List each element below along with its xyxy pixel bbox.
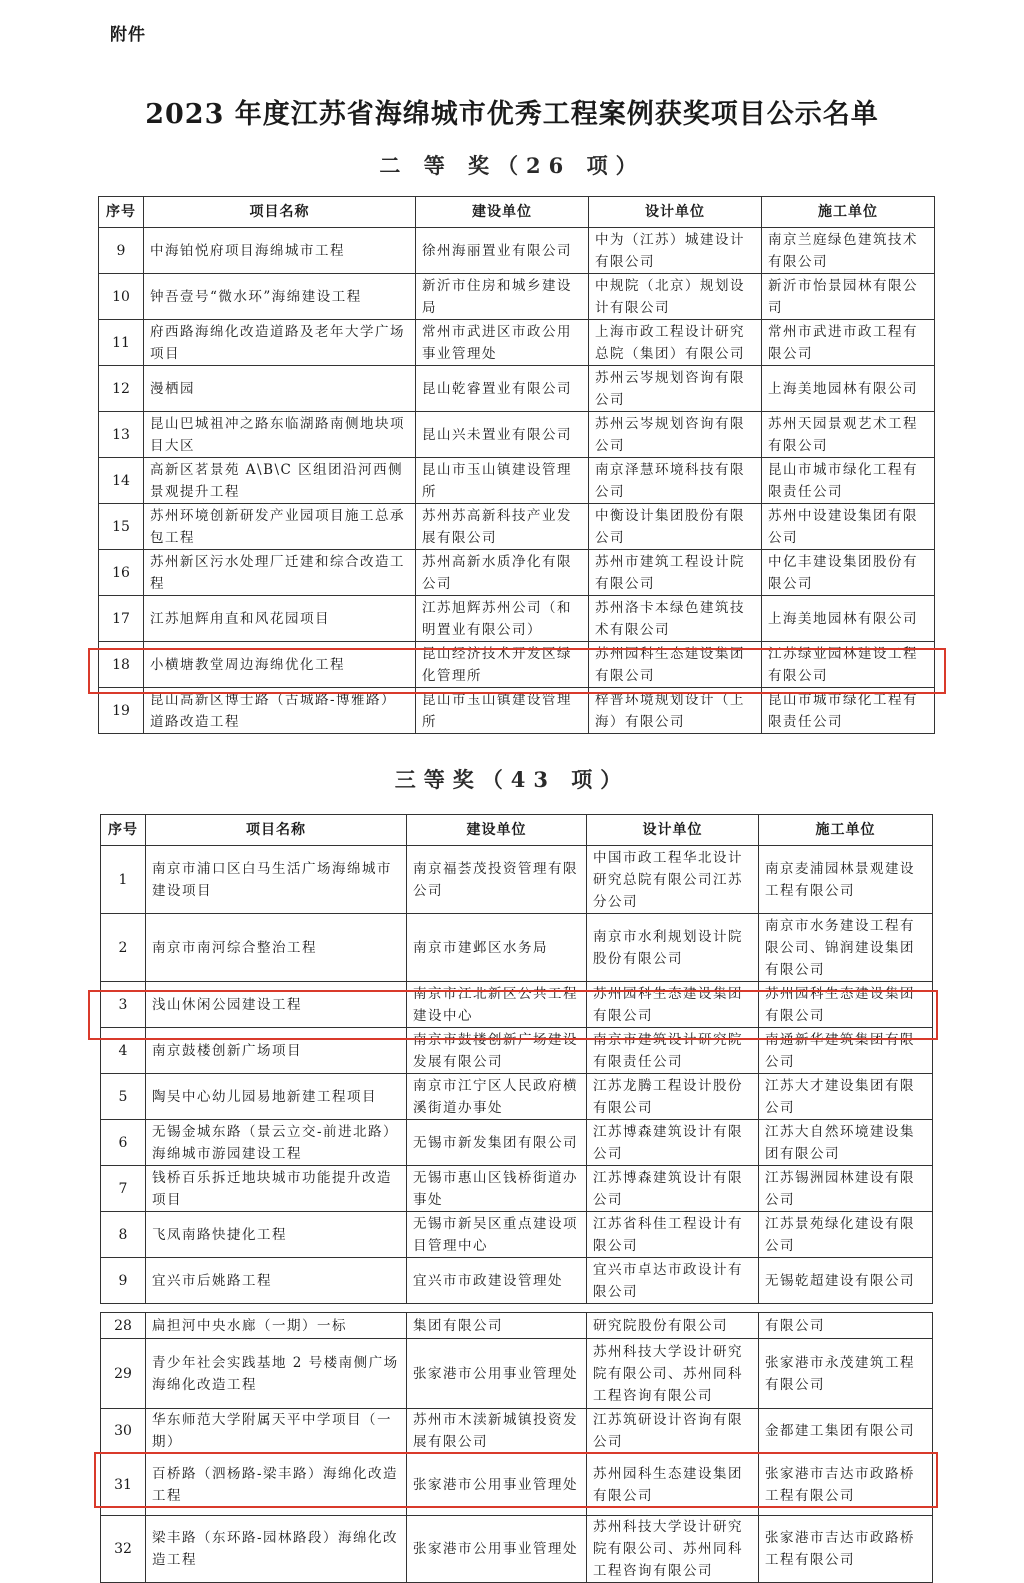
cell-project: 昆山高新区博士路（古城路-博雅路）道路改造工程	[144, 688, 416, 734]
cell-designer: 江苏博森建筑设计有限公司	[587, 1166, 759, 1212]
table-row	[101, 1313, 933, 1339]
table-header-row	[101, 815, 933, 846]
cell-no: 19	[99, 688, 144, 734]
header-designer: 设计单位	[589, 197, 762, 228]
cell-constructor: 无锡乾超建设有限公司	[759, 1258, 933, 1304]
cell-designer: 苏州云岑规划咨询有限公司	[589, 412, 762, 458]
cell-no: 10	[99, 274, 144, 320]
cell-builder: 南京市江北新区公共工程建设中心	[407, 982, 587, 1028]
cell-project: 扁担河中央水廊（一期）一标	[146, 1313, 407, 1339]
cell-builder: 宜兴市市政建设管理处	[407, 1258, 587, 1304]
cell-builder: 常州市武进区市政公用事业管理处	[416, 320, 589, 366]
continued-table	[100, 1312, 933, 1583]
table-row	[99, 412, 935, 458]
cell-project: 苏州环境创新研发产业园项目施工总承包工程	[144, 504, 416, 550]
cell-designer: 中衡设计集团股份有限公司	[589, 504, 762, 550]
cell-builder: 南京市鼓楼创新广场建设发展有限公司	[407, 1028, 587, 1074]
cell-constructor: 有限公司	[759, 1313, 933, 1339]
header-project: 项目名称	[144, 197, 416, 228]
cell-constructor: 上海美地园林有限公司	[762, 366, 935, 412]
cell-builder: 张家港市公用事业管理处	[407, 1454, 587, 1516]
cell-builder: 南京市江宁区人民政府横溪街道办事处	[407, 1074, 587, 1120]
table-row	[101, 1409, 933, 1454]
cell-builder: 昆山经济技术开发区绿化管理所	[416, 642, 589, 688]
cell-constructor: 南京麦浦园林景观建设工程有限公司	[759, 846, 933, 914]
cell-designer: 上海市政工程设计研究总院（集团）有限公司	[589, 320, 762, 366]
cell-constructor: 苏州中设建设集团有限公司	[762, 504, 935, 550]
cell-no: 18	[99, 642, 144, 688]
table-row	[101, 1454, 933, 1516]
cell-designer: 苏州科技大学设计研究院有限公司、苏州同科工程咨询有限公司	[587, 1516, 759, 1583]
table-row	[101, 982, 933, 1028]
cell-designer: 梓普环境规划设计（上海）有限公司	[589, 688, 762, 734]
cell-designer: 苏州云岑规划咨询有限公司	[589, 366, 762, 412]
cell-builder: 徐州海丽置业有限公司	[416, 228, 589, 274]
cell-no: 6	[101, 1120, 146, 1166]
cell-project: 青少年社会实践基地 2 号楼南侧广场海绵化改造工程	[146, 1339, 407, 1409]
cell-constructor: 张家港市吉达市政路桥工程有限公司	[759, 1516, 933, 1583]
cell-no: 15	[99, 504, 144, 550]
cell-project: 漫栖园	[144, 366, 416, 412]
table-row	[101, 1166, 933, 1212]
cell-project: 苏州新区污水处理厂迁建和综合改造工程	[144, 550, 416, 596]
header-project: 项目名称	[146, 815, 407, 846]
cell-designer: 苏州洛卡本绿色建筑技术有限公司	[589, 596, 762, 642]
cell-constructor: 中亿丰建设集团股份有限公司	[762, 550, 935, 596]
cell-project: 南京市浦口区白马生活广场海绵城市建设项目	[146, 846, 407, 914]
cell-project: 高新区茗景苑 A\B\C 区组团沿河西侧景观提升工程	[144, 458, 416, 504]
table-row	[99, 596, 935, 642]
cell-no: 32	[101, 1516, 146, 1583]
table-row	[99, 458, 935, 504]
cell-project: 小横塘教堂周边海绵优化工程	[144, 642, 416, 688]
cell-no: 30	[101, 1409, 146, 1454]
header-builder: 建设单位	[416, 197, 589, 228]
table-header-row	[99, 197, 935, 228]
header-constructor: 施工单位	[762, 197, 935, 228]
table-row	[99, 642, 935, 688]
cell-builder: 新沂市住房和城乡建设局	[416, 274, 589, 320]
cell-project: 梁丰路（东环路-园林路段）海绵化改造工程	[146, 1516, 407, 1583]
table-row	[101, 1212, 933, 1258]
cell-designer: 江苏筑研设计咨询有限公司	[587, 1409, 759, 1454]
cell-builder: 集团有限公司	[407, 1313, 587, 1339]
header-constructor: 施工单位	[759, 815, 933, 846]
cell-project: 江苏旭辉甪直和风花园项目	[144, 596, 416, 642]
table-row	[101, 1258, 933, 1304]
cell-builder: 无锡市惠山区钱桥街道办事处	[407, 1166, 587, 1212]
cell-constructor: 江苏锡洲园林建设有限公司	[759, 1166, 933, 1212]
cell-designer: 苏州市建筑工程设计院有限公司	[589, 550, 762, 596]
cell-no: 1	[101, 846, 146, 914]
cell-project: 中海铂悦府项目海绵城市工程	[144, 228, 416, 274]
cell-no: 5	[101, 1074, 146, 1120]
cell-designer: 南京泽慧环境科技有限公司	[589, 458, 762, 504]
cell-constructor: 昆山市城市绿化工程有限责任公司	[762, 458, 935, 504]
cell-project: 钟吾壹号“微水环”海绵建设工程	[144, 274, 416, 320]
cell-designer: 宜兴市卓达市政设计有限公司	[587, 1258, 759, 1304]
table-row	[101, 1028, 933, 1074]
table-row	[101, 1120, 933, 1166]
cell-project: 宜兴市后姚路工程	[146, 1258, 407, 1304]
cell-no: 16	[99, 550, 144, 596]
header-builder: 建设单位	[407, 815, 587, 846]
cell-project: 南京鼓楼创新广场项目	[146, 1028, 407, 1074]
cell-constructor: 江苏大自然环境建设集团有限公司	[759, 1120, 933, 1166]
cell-no: 28	[101, 1313, 146, 1339]
second-prize-table	[98, 196, 935, 734]
cell-no: 4	[101, 1028, 146, 1074]
cell-constructor: 江苏大才建设集团有限公司	[759, 1074, 933, 1120]
cell-project: 浅山休闲公园建设工程	[146, 982, 407, 1028]
cell-project: 华东师范大学附属天平中学项目（一期）	[146, 1409, 407, 1454]
cell-designer: 苏州园科生态建设集团有限公司	[587, 1454, 759, 1516]
cell-constructor: 苏州天园景观艺术工程有限公司	[762, 412, 935, 458]
cell-builder: 苏州高新水质净化有限公司	[416, 550, 589, 596]
cell-project: 钱桥百乐拆迁地块城市功能提升改造项目	[146, 1166, 407, 1212]
cell-constructor: 江苏景苑绿化建设有限公司	[759, 1212, 933, 1258]
cell-constructor: 苏州园科生态建设集团有限公司	[759, 982, 933, 1028]
cell-no: 14	[99, 458, 144, 504]
document-title: 2023 年度江苏省海绵城市优秀工程案例获奖项目公示名单	[145, 99, 879, 130]
cell-no: 3	[101, 982, 146, 1028]
cell-builder: 南京福荟茂投资管理有限公司	[407, 846, 587, 914]
cell-builder: 昆山兴未置业有限公司	[416, 412, 589, 458]
cell-project: 昆山巴城祖冲之路东临湖路南侧地块项目大区	[144, 412, 416, 458]
table-row	[99, 366, 935, 412]
table-row	[99, 504, 935, 550]
cell-no: 2	[101, 914, 146, 982]
cell-builder: 昆山市玉山镇建设管理所	[416, 458, 589, 504]
cell-designer: 中规院（北京）规划设计有限公司	[589, 274, 762, 320]
cell-builder: 张家港市公用事业管理处	[407, 1516, 587, 1583]
cell-builder: 张家港市公用事业管理处	[407, 1339, 587, 1409]
cell-constructor: 昆山市城市绿化工程有限责任公司	[762, 688, 935, 734]
cell-no: 29	[101, 1339, 146, 1409]
cell-designer: 江苏龙腾工程设计股份有限公司	[587, 1074, 759, 1120]
cell-designer: 苏州园科生态建设集团有限公司	[589, 642, 762, 688]
table-row	[99, 320, 935, 366]
cell-project: 百桥路（泗杨路-梁丰路）海绵化改造工程	[146, 1454, 407, 1516]
header-no: 序号	[101, 815, 146, 846]
table-row	[99, 274, 935, 320]
third-prize-heading: 三等奖（43 项）	[394, 767, 630, 792]
cell-designer: 苏州园科生态建设集团有限公司	[587, 982, 759, 1028]
cell-designer: 南京市水利规划设计院股份有限公司	[587, 914, 759, 982]
cell-constructor: 张家港市吉达市政路桥工程有限公司	[759, 1454, 933, 1516]
cell-project: 无锡金城东路（景云立交-前进北路）海绵城市游园建设工程	[146, 1120, 407, 1166]
cell-designer: 江苏省科佳工程设计有限公司	[587, 1212, 759, 1258]
cell-builder: 苏州苏高新科技产业发展有限公司	[416, 504, 589, 550]
table-row	[99, 228, 935, 274]
cell-constructor: 张家港市永茂建筑工程有限公司	[759, 1339, 933, 1409]
cell-constructor: 南京兰庭绿色建筑技术有限公司	[762, 228, 935, 274]
table-row	[99, 688, 935, 734]
cell-project: 陶吴中心幼儿园易地新建工程项目	[146, 1074, 407, 1120]
cell-project: 飞凤南路快捷化工程	[146, 1212, 407, 1258]
table-row	[101, 1516, 933, 1583]
cell-constructor: 常州市武进市政工程有限公司	[762, 320, 935, 366]
cell-builder: 无锡市新吴区重点建设项目管理中心	[407, 1212, 587, 1258]
cell-constructor: 上海美地园林有限公司	[762, 596, 935, 642]
cell-no: 8	[101, 1212, 146, 1258]
table-row	[101, 1339, 933, 1409]
cell-designer: 江苏博森建筑设计有限公司	[587, 1120, 759, 1166]
header-designer: 设计单位	[587, 815, 759, 846]
cell-builder: 江苏旭辉苏州公司（和明置业有限公司）	[416, 596, 589, 642]
cell-designer: 研究院股份有限公司	[587, 1313, 759, 1339]
cell-no: 31	[101, 1454, 146, 1516]
table-row	[99, 550, 935, 596]
table-row	[101, 846, 933, 914]
cell-project: 南京市南河综合整治工程	[146, 914, 407, 982]
table-row	[101, 914, 933, 982]
third-prize-table	[100, 814, 933, 1304]
cell-builder: 苏州市木渎新城镇投资发展有限公司	[407, 1409, 587, 1454]
cell-builder: 南京市建邺区水务局	[407, 914, 587, 982]
cell-no: 9	[99, 228, 144, 274]
attachment-label: 附件	[110, 25, 146, 45]
cell-designer: 中国市政工程华北设计研究总院有限公司江苏分公司	[587, 846, 759, 914]
cell-constructor: 江苏绿业园林建设工程有限公司	[762, 642, 935, 688]
cell-builder: 无锡市新发集团有限公司	[407, 1120, 587, 1166]
cell-designer: 中为（江苏）城建设计有限公司	[589, 228, 762, 274]
cell-no: 17	[99, 596, 144, 642]
cell-project: 府西路海绵化改造道路及老年大学广场项目	[144, 320, 416, 366]
cell-constructor: 新沂市怡景园林有限公司	[762, 274, 935, 320]
second-prize-heading: 二 等 奖（26 项）	[379, 153, 645, 178]
header-no: 序号	[99, 197, 144, 228]
cell-builder: 昆山市玉山镇建设管理所	[416, 688, 589, 734]
cell-constructor: 南通新华建筑集团有限公司	[759, 1028, 933, 1074]
cell-designer: 南京市建筑设计研究院有限责任公司	[587, 1028, 759, 1074]
cell-no: 12	[99, 366, 144, 412]
table-row	[101, 1074, 933, 1120]
cell-no: 11	[99, 320, 144, 366]
cell-no: 9	[101, 1258, 146, 1304]
cell-constructor: 金都建工集团有限公司	[759, 1409, 933, 1454]
cell-constructor: 南京市水务建设工程有限公司、锦润建设集团有限公司	[759, 914, 933, 982]
cell-no: 7	[101, 1166, 146, 1212]
cell-builder: 昆山乾睿置业有限公司	[416, 366, 589, 412]
cell-no: 13	[99, 412, 144, 458]
cell-designer: 苏州科技大学设计研究院有限公司、苏州同科工程咨询有限公司	[587, 1339, 759, 1409]
